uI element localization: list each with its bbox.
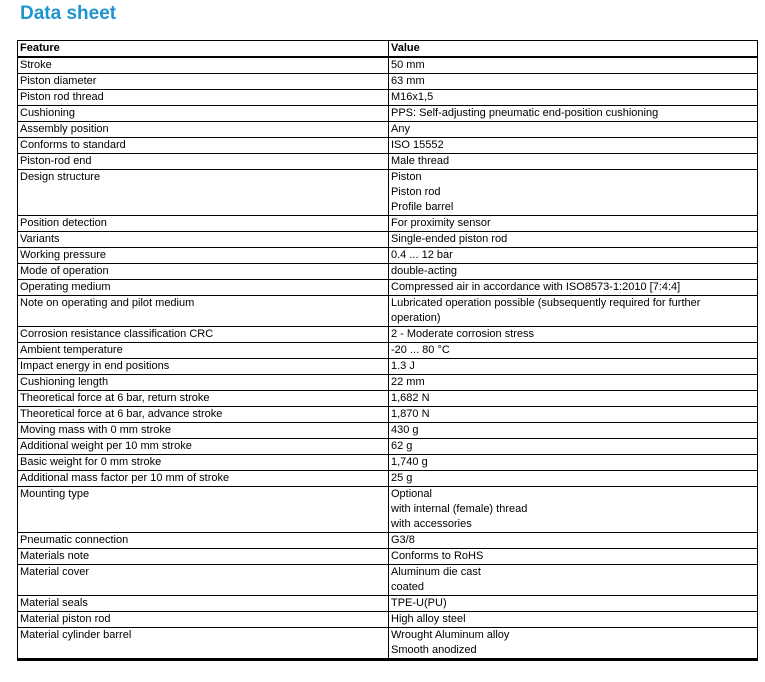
value-cell <box>389 471 758 487</box>
value-line: ISO 15552 <box>391 139 444 151</box>
column-header-feature: Feature <box>18 41 389 58</box>
value-cell <box>389 57 758 74</box>
feature-cell: Position detection <box>18 216 389 232</box>
table-row <box>18 232 758 248</box>
value-line: 1,870 N <box>391 408 430 420</box>
feature-cell: Ambient temperature <box>18 343 389 359</box>
table-row <box>18 391 758 407</box>
value-cell <box>389 407 758 423</box>
value-cell <box>389 216 758 232</box>
value-line: 63 mm <box>391 75 425 87</box>
value-line: 50 mm <box>391 59 425 71</box>
value-line: Wrought Aluminum alloy <box>391 629 510 641</box>
value-line: 1,740 g <box>391 456 428 468</box>
value-line: double-acting <box>391 265 458 277</box>
value-cell <box>389 439 758 455</box>
value-line: with internal (female) thread <box>391 503 528 515</box>
feature-cell: Pneumatic connection <box>18 533 389 549</box>
value-cell <box>389 170 758 216</box>
data-sheet-table <box>17 40 758 661</box>
feature-cell: Variants <box>18 232 389 248</box>
value-line: 2 - Moderate corrosion stress <box>391 328 535 340</box>
value-cell <box>389 565 758 596</box>
value-cell <box>389 264 758 280</box>
feature-cell: Assembly position <box>18 122 389 138</box>
feature-cell: Moving mass with 0 mm stroke <box>18 423 389 439</box>
feature-cell: Materials note <box>18 549 389 565</box>
value-line: -20 ... 80 °C <box>391 344 450 356</box>
value-line: 62 g <box>391 440 413 452</box>
feature-cell: Cushioning length <box>18 375 389 391</box>
value-line: 22 mm <box>391 376 425 388</box>
value-cell <box>389 533 758 549</box>
value-line: TPE-U(PU) <box>391 597 447 609</box>
feature-cell: Mounting type <box>18 487 389 533</box>
value-line: High alloy steel <box>391 613 466 625</box>
table-row <box>18 628 758 660</box>
value-line: Smooth anodized <box>391 644 477 656</box>
table-row <box>18 359 758 375</box>
value-line: Single-ended piston rod <box>391 233 508 245</box>
table-row <box>18 533 758 549</box>
value-line: G3/8 <box>391 534 415 546</box>
value-cell <box>389 280 758 296</box>
table-row <box>18 280 758 296</box>
table-row <box>18 327 758 343</box>
feature-cell: Stroke <box>18 57 389 74</box>
value-cell <box>389 549 758 565</box>
value-cell <box>389 106 758 122</box>
column-header-value: Value <box>389 41 758 58</box>
value-line: PPS: Self-adjusting pneumatic end-position cushioning <box>391 107 659 119</box>
value-line: Optional <box>391 488 432 500</box>
table-row <box>18 106 758 122</box>
feature-cell: Piston diameter <box>18 74 389 90</box>
value-line: 430 g <box>391 424 419 436</box>
table-row <box>18 375 758 391</box>
value-cell <box>389 232 758 248</box>
feature-cell: Material seals <box>18 596 389 612</box>
value-cell <box>389 90 758 106</box>
value-line: operation) <box>391 312 441 324</box>
value-line: 0.4 ... 12 bar <box>391 249 453 261</box>
value-line: M16x1,5 <box>391 91 434 103</box>
table-row <box>18 612 758 628</box>
value-line: Conforms to RoHS <box>391 550 484 562</box>
table-header-row <box>18 41 758 58</box>
table-body <box>18 57 758 660</box>
value-cell <box>389 343 758 359</box>
table-row <box>18 407 758 423</box>
feature-cell: Operating medium <box>18 280 389 296</box>
value-line: 25 g <box>391 472 413 484</box>
value-line: with accessories <box>391 518 472 530</box>
table-row <box>18 549 758 565</box>
page-title: Data sheet <box>20 3 117 24</box>
feature-cell: Theoretical force at 6 bar, return stroke <box>18 391 389 407</box>
feature-cell: Working pressure <box>18 248 389 264</box>
value-cell <box>389 487 758 533</box>
feature-cell: Piston rod thread <box>18 90 389 106</box>
feature-cell: Additional mass factor per 10 mm of stroke <box>18 471 389 487</box>
value-cell <box>389 122 758 138</box>
feature-cell: Design structure <box>18 170 389 216</box>
value-line: Any <box>391 123 410 135</box>
table-row <box>18 439 758 455</box>
value-line: coated <box>391 581 425 593</box>
table-row <box>18 296 758 327</box>
table-row <box>18 122 758 138</box>
table-row <box>18 216 758 232</box>
value-cell <box>389 359 758 375</box>
value-cell <box>389 296 758 327</box>
value-line: Piston <box>391 171 422 183</box>
table-row <box>18 471 758 487</box>
feature-cell: Mode of operation <box>18 264 389 280</box>
table-row <box>18 343 758 359</box>
value-line: Compressed air in accordance with ISO8573-1:2010 [7:4:4] <box>391 281 681 293</box>
table-row <box>18 487 758 533</box>
table-row <box>18 565 758 596</box>
table-row <box>18 138 758 154</box>
feature-cell: Basic weight for 0 mm stroke <box>18 455 389 471</box>
feature-cell: Additional weight per 10 mm stroke <box>18 439 389 455</box>
value-line: Aluminum die cast <box>391 566 481 578</box>
feature-cell: Piston-rod end <box>18 154 389 170</box>
value-cell <box>389 375 758 391</box>
table-row <box>18 170 758 216</box>
feature-cell: Impact energy in end positions <box>18 359 389 375</box>
value-cell <box>389 455 758 471</box>
value-line: Lubricated operation possible (subsequently required for further <box>391 297 701 309</box>
feature-cell: Material cylinder barrel <box>18 628 389 660</box>
feature-cell: Cushioning <box>18 106 389 122</box>
table-row <box>18 455 758 471</box>
feature-cell: Material cover <box>18 565 389 596</box>
feature-cell: Note on operating and pilot medium <box>18 296 389 327</box>
feature-cell: Theoretical force at 6 bar, advance stroke <box>18 407 389 423</box>
feature-cell: Conforms to standard <box>18 138 389 154</box>
table-row <box>18 423 758 439</box>
table-row <box>18 154 758 170</box>
value-cell <box>389 138 758 154</box>
table-row <box>18 596 758 612</box>
value-line: For proximity sensor <box>391 217 491 229</box>
table-row <box>18 264 758 280</box>
feature-cell: Corrosion resistance classification CRC <box>18 327 389 343</box>
value-cell <box>389 612 758 628</box>
value-line: Profile barrel <box>391 201 454 213</box>
value-cell <box>389 628 758 660</box>
table-row <box>18 248 758 264</box>
value-cell <box>389 154 758 170</box>
value-cell <box>389 327 758 343</box>
table-row <box>18 57 758 74</box>
table-row <box>18 90 758 106</box>
table-row <box>18 74 758 90</box>
feature-cell: Material piston rod <box>18 612 389 628</box>
value-cell <box>389 596 758 612</box>
value-line: 1.3 J <box>391 360 415 372</box>
value-cell <box>389 423 758 439</box>
value-cell <box>389 391 758 407</box>
value-cell <box>389 74 758 90</box>
value-line: 1,682 N <box>391 392 430 404</box>
value-cell <box>389 248 758 264</box>
value-line: Piston rod <box>391 186 441 198</box>
value-line: Male thread <box>391 155 450 167</box>
